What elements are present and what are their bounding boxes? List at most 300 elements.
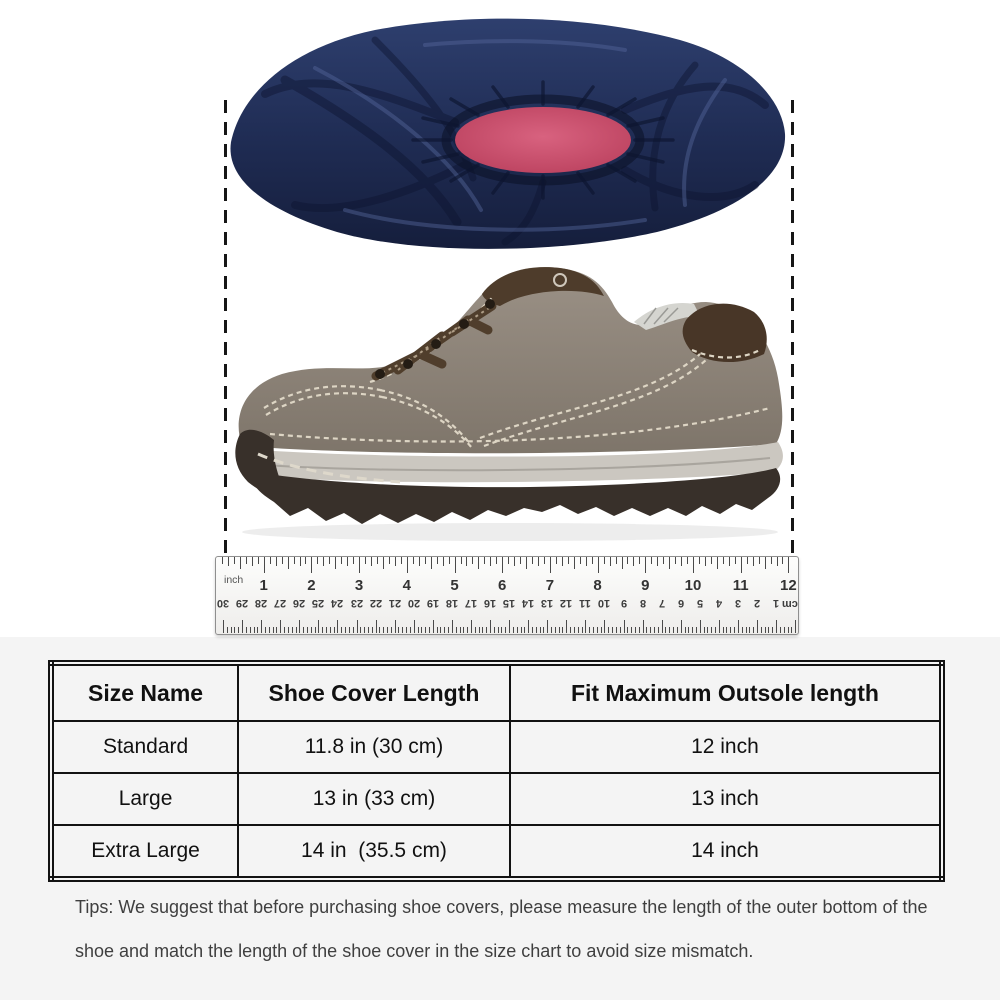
cm-tick [330, 627, 331, 633]
cm-tick [501, 627, 502, 633]
cm-tick [357, 620, 358, 633]
cm-tick [257, 627, 258, 633]
cm-number: 22 [369, 597, 382, 609]
cm-tick [460, 627, 461, 633]
cm-tick [395, 620, 396, 633]
ruler [215, 556, 799, 635]
cm-tick [635, 627, 636, 633]
inch-number: 5 [450, 577, 459, 594]
cm-tick [490, 620, 491, 633]
inch-tick [747, 557, 748, 564]
inch-tick [711, 557, 712, 564]
cm-tick [349, 627, 350, 633]
cm-tick [620, 627, 621, 633]
inch-number: 9 [641, 577, 650, 594]
cm-number: 1 [772, 597, 780, 609]
cm-tick [601, 627, 602, 633]
inch-tick [401, 557, 402, 564]
cm-tick [566, 620, 567, 633]
inch-tick [705, 557, 706, 566]
cell-cover-length: 14 in (35.5 cm) [238, 825, 510, 879]
cm-tick [360, 627, 361, 633]
inch-tick [687, 557, 688, 564]
cm-tick [440, 627, 441, 633]
cm-tick [631, 627, 632, 633]
cm-tick [562, 627, 563, 633]
inch-tick [264, 557, 265, 573]
cm-tick [326, 627, 327, 633]
cm-tick [597, 627, 598, 633]
cm-tick [688, 627, 689, 633]
cm-tick [379, 627, 380, 633]
inch-tick [240, 557, 241, 569]
cm-tick [669, 627, 670, 633]
cm-tick [757, 620, 758, 633]
cm-tick [696, 627, 697, 633]
ruler-cm-label: cm [782, 598, 798, 610]
cm-tick [265, 627, 266, 633]
inch-tick [616, 557, 617, 564]
cm-tick [250, 627, 251, 633]
cm-tick [364, 627, 365, 633]
cm-tick [387, 627, 388, 633]
cm-tick [513, 627, 514, 633]
cm-tick [791, 627, 792, 633]
cm-number: 13 [541, 597, 554, 609]
cm-tick [273, 627, 274, 633]
header-cover-length: Shoe Cover Length [238, 663, 510, 721]
cm-tick [498, 627, 499, 633]
inch-tick [377, 557, 378, 564]
cm-tick [227, 627, 228, 633]
cm-tick [341, 627, 342, 633]
cm-tick [776, 620, 777, 633]
cm-tick [711, 627, 712, 633]
cm-tick [486, 627, 487, 633]
cm-tick [303, 627, 304, 633]
cm-number: 18 [445, 597, 458, 609]
tips-text-line-1: Tips: We suggest that before purchasing shoe covers, please measure the length of the outer bottom of the [75, 897, 928, 917]
cm-tick [704, 627, 705, 633]
cm-tick [761, 627, 762, 633]
cm-tick [784, 627, 785, 633]
cm-tick [707, 627, 708, 633]
inch-tick [252, 557, 253, 566]
inch-tick [592, 557, 593, 564]
cm-tick [376, 620, 377, 633]
cm-tick [604, 620, 605, 633]
inch-tick [723, 557, 724, 564]
inch-tick [329, 557, 330, 564]
cell-outsole-length: 14 inch [510, 825, 942, 879]
inch-tick [639, 557, 640, 564]
cm-tick [715, 627, 716, 633]
cell-cover-length: 13 in (33 cm) [238, 773, 510, 825]
inch-tick [622, 557, 623, 569]
cm-tick [353, 627, 354, 633]
cm-tick [543, 627, 544, 633]
cm-tick [753, 627, 754, 633]
cm-number: 20 [407, 597, 420, 609]
inch-tick [395, 557, 396, 566]
cm-tick [692, 627, 693, 633]
inch-tick [371, 557, 372, 566]
cm-tick [345, 627, 346, 633]
inch-tick [508, 557, 509, 564]
cm-tick [299, 620, 300, 633]
inch-tick [765, 557, 766, 569]
inch-tick [753, 557, 754, 566]
inch-tick [598, 557, 599, 573]
header-size-name: Size Name [51, 663, 238, 721]
cm-tick [418, 627, 419, 633]
inch-tick [389, 557, 390, 564]
inch-tick [514, 557, 515, 566]
inch-number: 8 [593, 577, 602, 594]
cm-number: 23 [350, 597, 363, 609]
inch-tick [651, 557, 652, 564]
cm-tick [582, 627, 583, 633]
cm-tick [509, 620, 510, 633]
tips-text-line-2: shoe and match the length of the shoe cover in the size chart to avoid size mismatch. [75, 941, 754, 961]
cm-tick [665, 627, 666, 633]
cm-tick [456, 627, 457, 633]
inch-tick [633, 557, 634, 566]
cm-number: 14 [521, 597, 535, 609]
cm-number: 10 [598, 597, 611, 609]
cell-outsole-length: 12 inch [510, 721, 942, 773]
inch-tick [627, 557, 628, 564]
inch-tick [288, 557, 289, 569]
inch-number: 12 [780, 577, 797, 594]
cm-tick [475, 627, 476, 633]
cm-number: 2 [753, 597, 761, 609]
cm-tick [429, 627, 430, 633]
cm-tick [337, 620, 338, 633]
inch-tick [347, 557, 348, 566]
cm-tick [742, 627, 743, 633]
inch-tick [258, 557, 259, 564]
cm-tick [433, 620, 434, 633]
cm-tick [643, 620, 644, 633]
cm-tick [406, 627, 407, 633]
inch-tick [443, 557, 444, 566]
cm-tick [593, 627, 594, 633]
inch-tick [383, 557, 384, 569]
cm-tick [738, 620, 739, 633]
inch-tick [484, 557, 485, 564]
cm-number: 9 [620, 597, 627, 609]
cm-tick [322, 627, 323, 633]
cm-tick [616, 627, 617, 633]
inch-tick [472, 557, 473, 564]
cm-tick [383, 627, 384, 633]
cm-number: 26 [293, 597, 306, 609]
cell-size: Standard [51, 721, 238, 773]
cm-tick [578, 627, 579, 633]
inch-tick [735, 557, 736, 564]
sneaker-photo [230, 258, 794, 550]
inch-tick [657, 557, 658, 566]
cm-tick [719, 620, 720, 633]
cell-cover-length: 11.8 in (30 cm) [238, 721, 510, 773]
cm-number: 8 [639, 597, 646, 609]
table-header-row [51, 663, 942, 721]
inch-tick [782, 557, 783, 564]
inch-tick [669, 557, 670, 569]
inch-tick [729, 557, 730, 566]
cm-tick [547, 620, 548, 633]
inch-tick [282, 557, 283, 564]
inch-number: 7 [545, 577, 555, 594]
cm-tick [482, 627, 483, 633]
table-row [51, 721, 942, 773]
cm-tick [585, 620, 586, 633]
cm-tick [231, 627, 232, 633]
inch-tick [311, 557, 312, 573]
cm-tick [410, 627, 411, 633]
cm-tick [521, 627, 522, 633]
cm-tick [574, 627, 575, 633]
inch-tick [294, 557, 295, 564]
inch-tick [532, 557, 533, 564]
cm-tick [276, 627, 277, 633]
cm-tick [261, 620, 262, 633]
cm-number: 28 [254, 597, 268, 609]
cm-tick [788, 627, 789, 633]
cm-tick [280, 620, 281, 633]
table-row [51, 773, 942, 825]
inch-tick [461, 557, 462, 564]
cm-tick [639, 627, 640, 633]
cell-size: Large [51, 773, 238, 825]
inch-tick [777, 557, 778, 566]
cm-tick [524, 627, 525, 633]
inch-tick [496, 557, 497, 564]
inch-tick [538, 557, 539, 566]
inch-tick [222, 557, 223, 564]
inch-number: 11 [732, 577, 749, 594]
cm-tick [780, 627, 781, 633]
cm-tick [307, 627, 308, 633]
cm-number: 6 [677, 597, 684, 609]
cm-tick [269, 627, 270, 633]
inch-tick [359, 557, 360, 573]
cm-tick [749, 627, 750, 633]
cm-tick [452, 620, 453, 633]
cm-tick [723, 627, 724, 633]
inch-tick [544, 557, 545, 564]
cm-tick [311, 627, 312, 633]
cm-number: 24 [331, 597, 344, 609]
cm-tick [471, 620, 472, 633]
cm-tick [726, 627, 727, 633]
inch-number: 10 [684, 577, 702, 594]
cell-size: Extra Large [51, 825, 238, 879]
cm-tick [532, 627, 533, 633]
cm-tick [528, 620, 529, 633]
cm-tick [479, 627, 480, 633]
inch-tick [568, 557, 569, 564]
cm-tick [551, 627, 552, 633]
cm-tick [662, 620, 663, 633]
cm-tick [570, 627, 571, 633]
cm-number: 16 [483, 597, 497, 609]
inch-tick [562, 557, 563, 566]
inch-tick [300, 557, 301, 566]
inch-tick [425, 557, 426, 564]
cm-tick [437, 627, 438, 633]
cm-number: 7 [658, 597, 665, 609]
cm-tick [372, 627, 373, 633]
cm-tick [505, 627, 506, 633]
cm-tick [559, 627, 560, 633]
cm-number: 3 [734, 597, 741, 609]
cm-tick [734, 627, 735, 633]
cm-tick [318, 620, 319, 633]
ruler-inch-label: inch [224, 574, 244, 586]
inch-tick [556, 557, 557, 564]
cm-tick [627, 627, 628, 633]
inch-tick [407, 557, 408, 573]
inch-tick [771, 557, 772, 564]
cm-tick [292, 627, 293, 633]
inch-tick [419, 557, 420, 566]
shoe-shadow [242, 523, 778, 541]
cm-tick [658, 627, 659, 633]
cm-tick [494, 627, 495, 633]
cell-outsole-length: 13 inch [510, 773, 942, 825]
cm-tick [421, 627, 422, 633]
cm-tick [650, 627, 651, 633]
inch-tick [610, 557, 611, 566]
inch-tick [341, 557, 342, 564]
cm-number: 30 [216, 597, 230, 609]
cm-number: 17 [464, 597, 478, 609]
inch-tick [490, 557, 491, 566]
inch-tick [526, 557, 527, 569]
inch-tick [604, 557, 605, 564]
shoe-cover-photo [225, 10, 795, 255]
inch-tick [681, 557, 682, 566]
cm-tick [730, 627, 731, 633]
inch-tick [663, 557, 664, 564]
inch-tick [502, 557, 503, 573]
cm-number: 5 [696, 597, 703, 609]
cm-tick [448, 627, 449, 633]
inch-tick [675, 557, 676, 564]
inch-tick [323, 557, 324, 566]
cm-number: 12 [560, 597, 573, 609]
inch-tick [437, 557, 438, 564]
cm-number: 15 [502, 597, 516, 609]
inch-tick [413, 557, 414, 564]
inch-tick [693, 557, 694, 573]
cm-tick [517, 627, 518, 633]
inch-tick [741, 557, 742, 573]
cm-tick [463, 627, 464, 633]
inch-tick [759, 557, 760, 564]
cm-number: 25 [312, 597, 325, 609]
cm-tick [368, 627, 369, 633]
inch-tick [335, 557, 336, 569]
cm-tick [540, 627, 541, 633]
inch-number: 1 [259, 577, 268, 594]
cm-number: 29 [235, 597, 249, 609]
cm-tick [284, 627, 285, 633]
header-outsole-length: Fit Maximum Outsole length [510, 663, 942, 721]
cm-tick [254, 627, 255, 633]
cm-number: 21 [388, 597, 401, 609]
inch-tick [365, 557, 366, 564]
cm-tick [677, 627, 678, 633]
inch-tick [455, 557, 456, 573]
cm-tick [238, 627, 239, 633]
cm-tick [242, 620, 243, 633]
cm-tick [467, 627, 468, 633]
cm-tick [681, 620, 682, 633]
cm-tick [555, 627, 556, 633]
cm-tick [700, 620, 701, 633]
cm-tick [765, 627, 766, 633]
inch-tick [699, 557, 700, 564]
inch-tick [520, 557, 521, 564]
cm-tick [589, 627, 590, 633]
inch-tick [228, 557, 229, 566]
cm-tick [768, 627, 769, 633]
inch-tick [431, 557, 432, 569]
inch-number: 6 [498, 577, 507, 594]
cm-tick [685, 627, 686, 633]
size-chart-table [48, 660, 945, 882]
cm-number: 27 [274, 597, 287, 609]
cm-tick [288, 627, 289, 633]
inch-number: 2 [307, 577, 316, 594]
inch-tick [580, 557, 581, 564]
inch-tick [717, 557, 718, 569]
cm-tick [673, 627, 674, 633]
cm-tick [612, 627, 613, 633]
cm-tick [444, 627, 445, 633]
inch-tick [788, 557, 789, 573]
cover-opening [455, 107, 631, 173]
cm-tick [425, 627, 426, 633]
cm-tick [536, 627, 537, 633]
cm-tick [646, 627, 647, 633]
cm-tick [398, 627, 399, 633]
cm-number: 11 [579, 597, 592, 609]
cm-tick [234, 627, 235, 633]
cm-tick [391, 627, 392, 633]
inch-tick [276, 557, 277, 566]
inch-tick [478, 557, 479, 569]
inch-tick [270, 557, 271, 564]
cm-tick [772, 627, 773, 633]
inch-tick [466, 557, 467, 566]
inch-tick [550, 557, 551, 573]
cm-tick [223, 620, 224, 633]
cm-tick [246, 627, 247, 633]
table-row [51, 825, 942, 879]
inch-tick [645, 557, 646, 573]
inch-tick [449, 557, 450, 564]
inch-number: 3 [354, 577, 364, 594]
cm-tick [315, 627, 316, 633]
cm-tick [296, 627, 297, 633]
cm-tick [795, 620, 796, 633]
inch-tick [586, 557, 587, 566]
inch-tick [353, 557, 354, 564]
